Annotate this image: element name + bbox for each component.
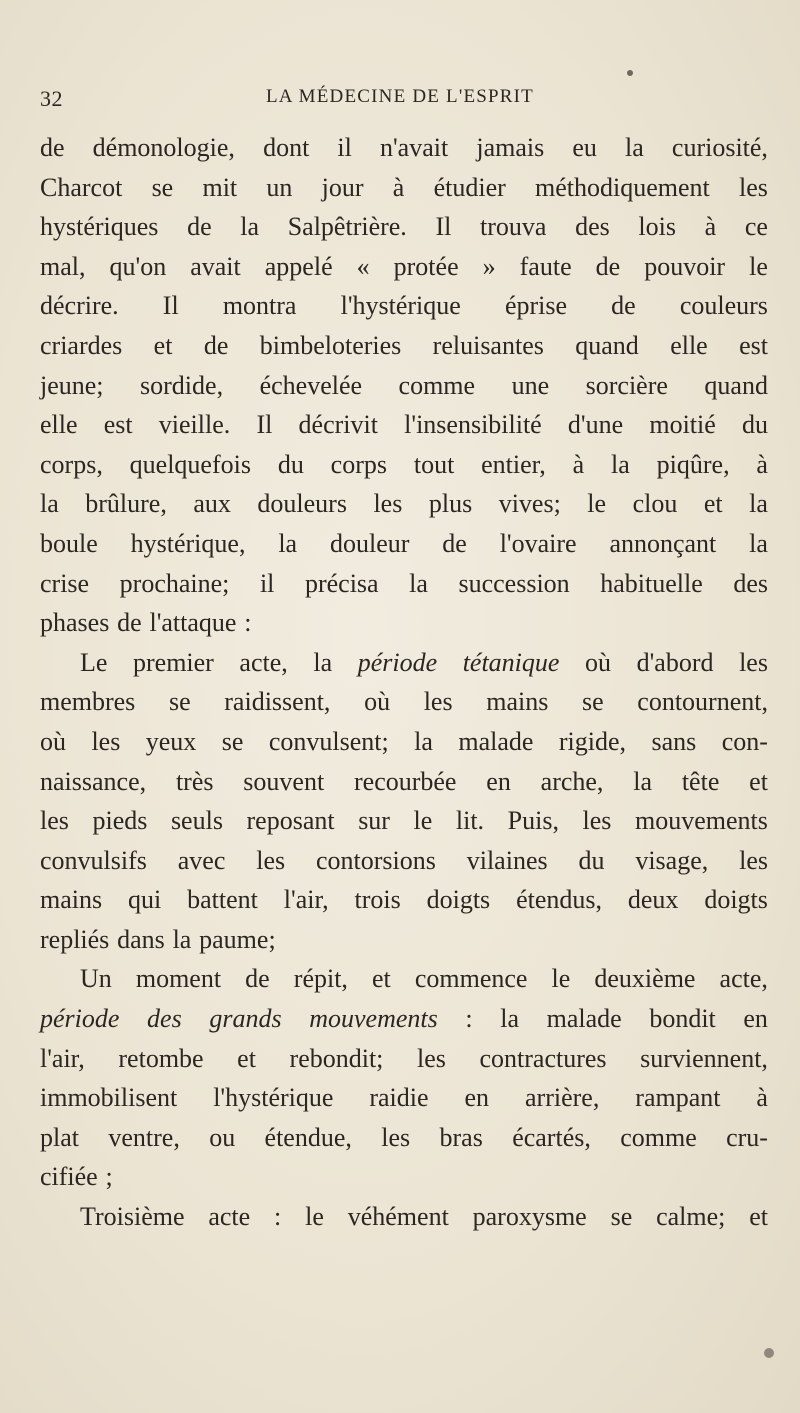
text-line bbox=[40, 1078, 768, 1118]
word: arrière, bbox=[525, 1083, 600, 1113]
word: et bbox=[703, 489, 723, 519]
word: écartés, bbox=[512, 1122, 591, 1152]
text-line bbox=[40, 959, 768, 999]
word: Un bbox=[80, 964, 112, 994]
word: battent bbox=[187, 885, 258, 915]
ink-dot bbox=[627, 70, 633, 76]
word: arche, bbox=[540, 766, 604, 796]
word: doigts bbox=[704, 885, 768, 915]
word: de bbox=[595, 251, 621, 281]
word: il bbox=[337, 133, 352, 162]
word: du bbox=[578, 845, 605, 875]
word: vives; bbox=[498, 489, 561, 519]
word: véhément bbox=[347, 1202, 449, 1232]
word: contournent, bbox=[637, 687, 768, 717]
word: crise bbox=[40, 568, 90, 598]
word: de bbox=[442, 528, 467, 558]
word: Troisième bbox=[80, 1202, 185, 1232]
word: yeux bbox=[145, 726, 197, 756]
word: et bbox=[237, 1043, 256, 1073]
word: est bbox=[103, 410, 133, 440]
word: « bbox=[356, 251, 370, 281]
word: Le bbox=[80, 647, 108, 677]
word: quelquefois bbox=[129, 449, 251, 479]
text-line bbox=[40, 128, 768, 168]
word: la bbox=[500, 1004, 519, 1034]
word: moment bbox=[135, 964, 222, 994]
word: acte bbox=[208, 1202, 251, 1232]
word: est bbox=[739, 330, 768, 360]
word: la bbox=[278, 528, 298, 558]
word: les bbox=[256, 845, 286, 875]
word: le bbox=[587, 489, 607, 519]
word: en bbox=[486, 766, 511, 796]
word: l'air, bbox=[40, 1043, 85, 1073]
text-line bbox=[40, 168, 768, 208]
word: mains bbox=[486, 687, 549, 717]
word: ou bbox=[209, 1122, 236, 1152]
word: Puis, bbox=[507, 806, 559, 836]
word: du bbox=[741, 410, 768, 440]
word: naissance, bbox=[40, 766, 147, 796]
word: faute bbox=[519, 251, 572, 281]
word: Il bbox=[162, 291, 179, 321]
text-line bbox=[40, 405, 768, 445]
word: elle bbox=[40, 410, 78, 440]
word: étendus, bbox=[516, 885, 602, 915]
word: paume; bbox=[199, 924, 276, 954]
word: vieille. bbox=[158, 410, 231, 440]
word: pieds bbox=[92, 806, 148, 836]
word: en bbox=[464, 1083, 490, 1113]
text-line bbox=[40, 286, 768, 326]
word: rampant bbox=[635, 1083, 721, 1113]
word: Salpêtrière. bbox=[287, 212, 407, 242]
text-line bbox=[40, 366, 768, 406]
text-line bbox=[40, 682, 768, 722]
word: moitié bbox=[649, 410, 716, 440]
word: démonologie, bbox=[92, 133, 235, 162]
word: le bbox=[413, 806, 433, 836]
word: cru- bbox=[726, 1122, 768, 1152]
word: et bbox=[749, 766, 768, 796]
word: en bbox=[743, 1004, 768, 1034]
word: brûlure, bbox=[85, 489, 167, 519]
word: trouva bbox=[480, 212, 547, 242]
word: comme bbox=[398, 370, 476, 400]
word: où bbox=[364, 687, 391, 717]
word: mit bbox=[202, 172, 238, 202]
word: sur bbox=[358, 806, 390, 836]
word: période bbox=[40, 1004, 120, 1034]
word: se bbox=[168, 687, 191, 717]
word: qui bbox=[128, 885, 162, 915]
word: reposant bbox=[246, 806, 335, 836]
word: l'hystérique bbox=[340, 291, 461, 321]
word: tétanique bbox=[462, 647, 560, 677]
word: ventre, bbox=[108, 1122, 180, 1152]
word: l'insensibilité bbox=[404, 410, 542, 440]
word: protée bbox=[393, 251, 459, 281]
word: rigide, bbox=[558, 726, 627, 756]
word: : bbox=[465, 1004, 473, 1034]
word: visage, bbox=[635, 845, 709, 875]
word: de bbox=[187, 212, 212, 242]
word: des bbox=[575, 212, 610, 242]
word: hystériques bbox=[40, 212, 159, 242]
word: de bbox=[117, 608, 142, 638]
word: de bbox=[611, 291, 636, 321]
word: sorcière bbox=[585, 370, 668, 400]
word: des bbox=[147, 1004, 182, 1034]
word: calme; bbox=[656, 1202, 726, 1232]
word: le bbox=[749, 251, 768, 281]
word: se bbox=[581, 687, 604, 717]
word: quand bbox=[704, 370, 768, 400]
word: méthodiquement bbox=[535, 172, 710, 202]
word: deuxième bbox=[594, 964, 696, 994]
word: Charcot bbox=[40, 172, 123, 202]
word: de bbox=[245, 964, 270, 994]
word: répit, bbox=[293, 964, 348, 994]
word: et bbox=[153, 330, 173, 360]
word: premier bbox=[133, 647, 214, 677]
word: trois bbox=[354, 885, 401, 915]
word: à bbox=[392, 172, 405, 202]
word: douleur bbox=[329, 528, 410, 558]
word: sordide, bbox=[140, 370, 224, 400]
word: les bbox=[582, 806, 612, 836]
word: du bbox=[277, 449, 304, 479]
word: se bbox=[221, 726, 244, 756]
word: de bbox=[40, 133, 65, 162]
word: et bbox=[372, 964, 391, 994]
word: cifiée bbox=[40, 1162, 98, 1192]
word: eu bbox=[572, 133, 597, 162]
word: sans bbox=[651, 726, 697, 756]
word: criardes bbox=[40, 330, 123, 360]
running-title: LA MÉDECINE DE L'ESPRIT bbox=[266, 86, 534, 107]
word: se bbox=[151, 172, 174, 202]
word: les bbox=[91, 726, 121, 756]
word: le bbox=[305, 1202, 324, 1232]
word: surviennent, bbox=[640, 1043, 768, 1073]
word: la bbox=[240, 212, 260, 242]
word: tête bbox=[681, 766, 720, 796]
word: n'avait bbox=[380, 133, 449, 162]
word: curiosité, bbox=[671, 133, 768, 162]
word: d'une bbox=[567, 410, 624, 440]
word: les bbox=[423, 687, 453, 717]
word: une bbox=[511, 370, 550, 400]
word: douleurs bbox=[257, 489, 347, 519]
word: décrire. bbox=[40, 291, 119, 321]
word: paroxysme bbox=[472, 1202, 587, 1232]
word: : bbox=[244, 608, 252, 638]
word: la bbox=[625, 133, 644, 162]
text-line bbox=[40, 643, 768, 683]
word: boule bbox=[40, 528, 98, 558]
word: à bbox=[704, 212, 717, 242]
word: les bbox=[373, 489, 403, 519]
word: phases bbox=[40, 608, 110, 638]
word: acte, bbox=[239, 647, 288, 677]
word: d'abord bbox=[636, 647, 714, 677]
text-line bbox=[40, 445, 768, 485]
word: la bbox=[409, 568, 428, 598]
word: l'attaque bbox=[149, 608, 237, 638]
word: les bbox=[381, 1122, 411, 1152]
word: lit. bbox=[455, 806, 485, 836]
word: membres bbox=[40, 687, 136, 717]
word: l'hystérique bbox=[213, 1083, 334, 1113]
text-line bbox=[40, 524, 768, 564]
word: pouvoir bbox=[644, 251, 726, 281]
word: la bbox=[172, 924, 192, 954]
word: mal, bbox=[40, 251, 86, 281]
word: retombe bbox=[118, 1043, 204, 1073]
word: corps, bbox=[40, 449, 103, 479]
word: corps bbox=[330, 449, 387, 479]
word: très bbox=[175, 766, 214, 796]
word: entier, bbox=[481, 449, 546, 479]
text-line bbox=[40, 207, 768, 247]
word: succession bbox=[458, 568, 570, 598]
word: Il bbox=[256, 410, 273, 440]
text-line bbox=[40, 1157, 768, 1197]
word: plat bbox=[40, 1122, 79, 1152]
word: con- bbox=[721, 726, 768, 756]
word: contorsions bbox=[315, 845, 436, 875]
word: mains bbox=[40, 885, 103, 915]
text-line bbox=[40, 603, 768, 643]
word: piqûre, bbox=[656, 449, 730, 479]
word: ce bbox=[744, 212, 768, 242]
text-line bbox=[40, 722, 768, 762]
word: montra bbox=[222, 291, 297, 321]
word: vilaines bbox=[466, 845, 548, 875]
text-line bbox=[40, 1197, 768, 1237]
text-line bbox=[40, 247, 768, 287]
word: souvent bbox=[243, 766, 325, 796]
word: clou bbox=[632, 489, 678, 519]
text-line bbox=[40, 762, 768, 802]
word: contractures bbox=[479, 1043, 607, 1073]
word: reluisantes bbox=[432, 330, 544, 360]
word: à bbox=[572, 449, 585, 479]
text-line bbox=[40, 880, 768, 920]
word: la bbox=[414, 726, 433, 756]
word: avec bbox=[177, 845, 226, 875]
ink-blot bbox=[764, 1348, 774, 1358]
word: appelé bbox=[264, 251, 333, 281]
word: éprise bbox=[504, 291, 568, 321]
word: » bbox=[482, 251, 496, 281]
word: la bbox=[749, 528, 768, 558]
text-line bbox=[40, 1118, 768, 1158]
word: dans bbox=[117, 924, 165, 954]
text-line bbox=[40, 920, 768, 960]
word: où bbox=[585, 647, 612, 677]
word: de bbox=[203, 330, 229, 360]
word: l'ovaire bbox=[499, 528, 577, 558]
word: : bbox=[274, 1202, 282, 1232]
word: la bbox=[633, 766, 653, 796]
word: jeune; bbox=[40, 370, 104, 400]
text-line bbox=[40, 841, 768, 881]
word: malade bbox=[458, 726, 534, 756]
word: la bbox=[749, 489, 768, 519]
word: convulsent; bbox=[268, 726, 389, 756]
word: hystérique, bbox=[130, 528, 246, 558]
word: décrivit bbox=[298, 410, 378, 440]
body-text bbox=[40, 128, 768, 1237]
word: précisa bbox=[304, 568, 379, 598]
word: deux bbox=[627, 885, 679, 915]
word: commence bbox=[414, 964, 528, 994]
text-line bbox=[40, 326, 768, 366]
word: les bbox=[739, 845, 768, 875]
word: habituelle bbox=[600, 568, 703, 598]
word: les bbox=[739, 647, 768, 677]
word: repliés bbox=[40, 924, 110, 954]
word: quand bbox=[575, 330, 639, 360]
word: des bbox=[733, 568, 768, 598]
word: les bbox=[40, 806, 69, 836]
word: malade bbox=[546, 1004, 622, 1034]
word: étendue, bbox=[264, 1122, 352, 1152]
word: la bbox=[40, 489, 59, 519]
word: prochaine; bbox=[119, 568, 230, 598]
word: rebondit; bbox=[289, 1043, 384, 1073]
word: il bbox=[259, 568, 275, 598]
word: immobilisent bbox=[40, 1083, 178, 1113]
word: comme bbox=[620, 1122, 697, 1152]
word: se bbox=[610, 1202, 633, 1232]
page-number: 32 bbox=[40, 86, 63, 111]
word: raidissent, bbox=[224, 687, 331, 717]
word: l'air, bbox=[283, 885, 329, 915]
text-line bbox=[40, 564, 768, 604]
word: elle bbox=[670, 330, 708, 360]
word: Il bbox=[435, 212, 452, 242]
word: le bbox=[551, 964, 571, 994]
word: jour bbox=[321, 172, 364, 202]
word: à bbox=[756, 1083, 768, 1113]
word: plus bbox=[428, 489, 473, 519]
word: étudier bbox=[433, 172, 506, 202]
word: la bbox=[611, 449, 630, 479]
word: jamais bbox=[476, 133, 545, 162]
word: doigts bbox=[426, 885, 491, 915]
text-line bbox=[40, 1039, 768, 1079]
word: aux bbox=[193, 489, 231, 519]
word: seuls bbox=[170, 806, 223, 836]
word: mouvements bbox=[635, 806, 768, 836]
word: les bbox=[739, 172, 768, 202]
word: et bbox=[749, 1202, 768, 1232]
running-head bbox=[0, 86, 800, 116]
text-line bbox=[40, 999, 768, 1039]
word: à bbox=[756, 449, 768, 479]
word: bimbeloteries bbox=[259, 330, 402, 360]
word: qu'on bbox=[109, 251, 167, 281]
word: mouvements bbox=[309, 1004, 438, 1034]
word: avait bbox=[190, 251, 241, 281]
word: bras bbox=[439, 1122, 483, 1152]
word: période bbox=[357, 647, 438, 677]
word: ; bbox=[105, 1162, 113, 1192]
word: dont bbox=[263, 133, 310, 162]
word: recourbée bbox=[354, 766, 457, 796]
word: les bbox=[417, 1043, 446, 1073]
word: un bbox=[266, 172, 293, 202]
word: couleurs bbox=[679, 291, 768, 321]
word: convulsifs bbox=[40, 845, 147, 875]
word: lois bbox=[638, 212, 676, 242]
word: bondit bbox=[649, 1004, 716, 1034]
word: acte, bbox=[719, 964, 768, 994]
word: grands bbox=[209, 1004, 282, 1034]
word: la bbox=[313, 647, 333, 677]
text-line bbox=[40, 801, 768, 841]
word: tout bbox=[413, 449, 455, 479]
word: échevelée bbox=[259, 370, 363, 400]
text-line bbox=[40, 484, 768, 524]
word: raidie bbox=[369, 1083, 429, 1113]
word: annonçant bbox=[609, 528, 717, 558]
word: où bbox=[40, 726, 66, 756]
